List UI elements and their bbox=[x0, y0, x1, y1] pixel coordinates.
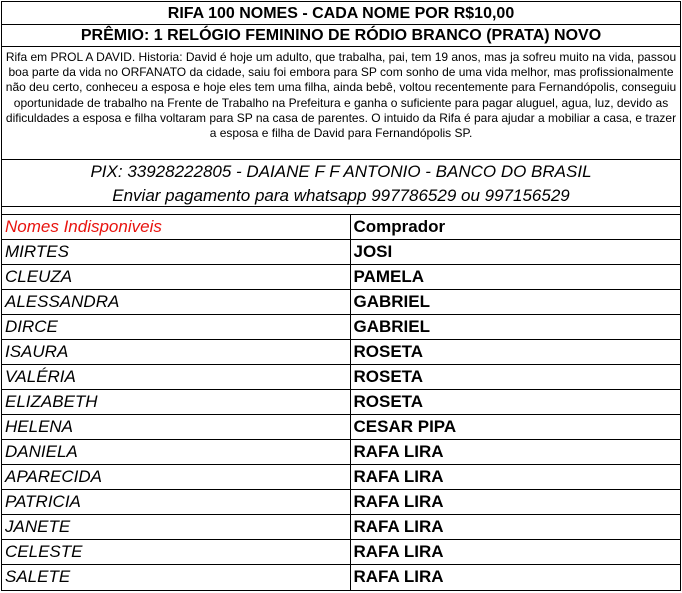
table-row bbox=[2, 240, 680, 265]
row-buyer-cell: RAFA LIRA bbox=[350, 465, 680, 490]
raffle-title: RIFA 100 NOMES - CADA NOME POR R$10,00 bbox=[2, 2, 680, 25]
row-buyer-cell: GABRIEL bbox=[350, 315, 680, 340]
row-name-cell: ELIZABETH bbox=[2, 390, 350, 415]
row-buyer-cell: RAFA LIRA bbox=[350, 540, 680, 565]
header-buyer: Comprador bbox=[350, 215, 680, 240]
row-buyer-cell: RAFA LIRA bbox=[350, 565, 680, 590]
table-row bbox=[2, 540, 680, 565]
table-row bbox=[2, 415, 680, 440]
pix-info: PIX: 33928222805 - DAIANE F F ANTONIO - BANCO DO BRASIL bbox=[90, 162, 592, 181]
row-name-cell: ISAURA bbox=[2, 340, 350, 365]
spacer bbox=[2, 207, 680, 214]
row-name-cell: HELENA bbox=[2, 415, 350, 440]
table-row bbox=[2, 515, 680, 540]
table-row bbox=[2, 465, 680, 490]
row-buyer-cell: RAFA LIRA bbox=[350, 490, 680, 515]
row-name-cell: CLEUZA bbox=[2, 265, 350, 290]
row-buyer-cell: ROSETA bbox=[350, 340, 680, 365]
row-name-cell: PATRICIA bbox=[2, 490, 350, 515]
story-text: Rifa em PROL A DAVID. Historia: David é hoje um adulto, que trabalha, pai, tem 19 anos, mas ja sofreu muito na vida, passou boa parte da vida no ORFANATO da cidade, saiu foi embora para SP com sonho de uma vida melhor, mas profissionalmente não deu certo, conheceu a esposa e hoje eles tem uma filha, ainda bebê, voltou recentemente para Fernandópolis, conseguiu oportunidade de trabalho na Frente de Trabalho na Prefeitura e ganha o suficiente para pagar aluguel, agua, luz, devido as dificuldades a esposa e filha voltaram para SP na casa de parentes. O intuido da Rifa é para ajudar a mobiliar a casa, e trazer a esposa e filha de David para Fernandópolis SP. bbox=[2, 47, 680, 160]
row-buyer-cell: CESAR PIPA bbox=[350, 415, 680, 440]
row-name-cell: DANIELA bbox=[2, 440, 350, 465]
table-row bbox=[2, 315, 680, 340]
row-buyer-cell: ROSETA bbox=[350, 365, 680, 390]
row-name-cell: DIRCE bbox=[2, 315, 350, 340]
table-row bbox=[2, 440, 680, 465]
table-row bbox=[2, 340, 680, 365]
row-buyer-cell: RAFA LIRA bbox=[350, 515, 680, 540]
row-name-cell: VALÉRIA bbox=[2, 365, 350, 390]
table-row bbox=[2, 490, 680, 515]
row-name-cell: MIRTES bbox=[2, 240, 350, 265]
prize-description: PRÊMIO: 1 RELÓGIO FEMININO DE RÓDIO BRANCO (PRATA) NOVO bbox=[2, 25, 680, 47]
row-buyer-cell: ROSETA bbox=[350, 390, 680, 415]
table-row bbox=[2, 365, 680, 390]
row-buyer-cell: JOSI bbox=[350, 240, 680, 265]
table-row bbox=[2, 265, 680, 290]
row-buyer-cell: RAFA LIRA bbox=[350, 440, 680, 465]
row-name-cell: CELESTE bbox=[2, 540, 350, 565]
row-name-cell: JANETE bbox=[2, 515, 350, 540]
row-name-cell: APARECIDA bbox=[2, 465, 350, 490]
row-buyer-cell: GABRIEL bbox=[350, 290, 680, 315]
table-header-row bbox=[2, 215, 680, 240]
row-buyer-cell: PAMELA bbox=[350, 265, 680, 290]
whatsapp-info: Enviar pagamento para whatsapp 997786529 ou 997156529 bbox=[2, 184, 680, 207]
row-name-cell: SALETE bbox=[2, 565, 350, 590]
table-row bbox=[2, 290, 680, 315]
table-row bbox=[2, 565, 680, 590]
row-name-cell: ALESSANDRA bbox=[2, 290, 350, 315]
header-names: Nomes Indisponiveis bbox=[2, 215, 350, 240]
table-row bbox=[2, 390, 680, 415]
raffle-sheet bbox=[1, 1, 681, 591]
names-table bbox=[2, 214, 680, 590]
